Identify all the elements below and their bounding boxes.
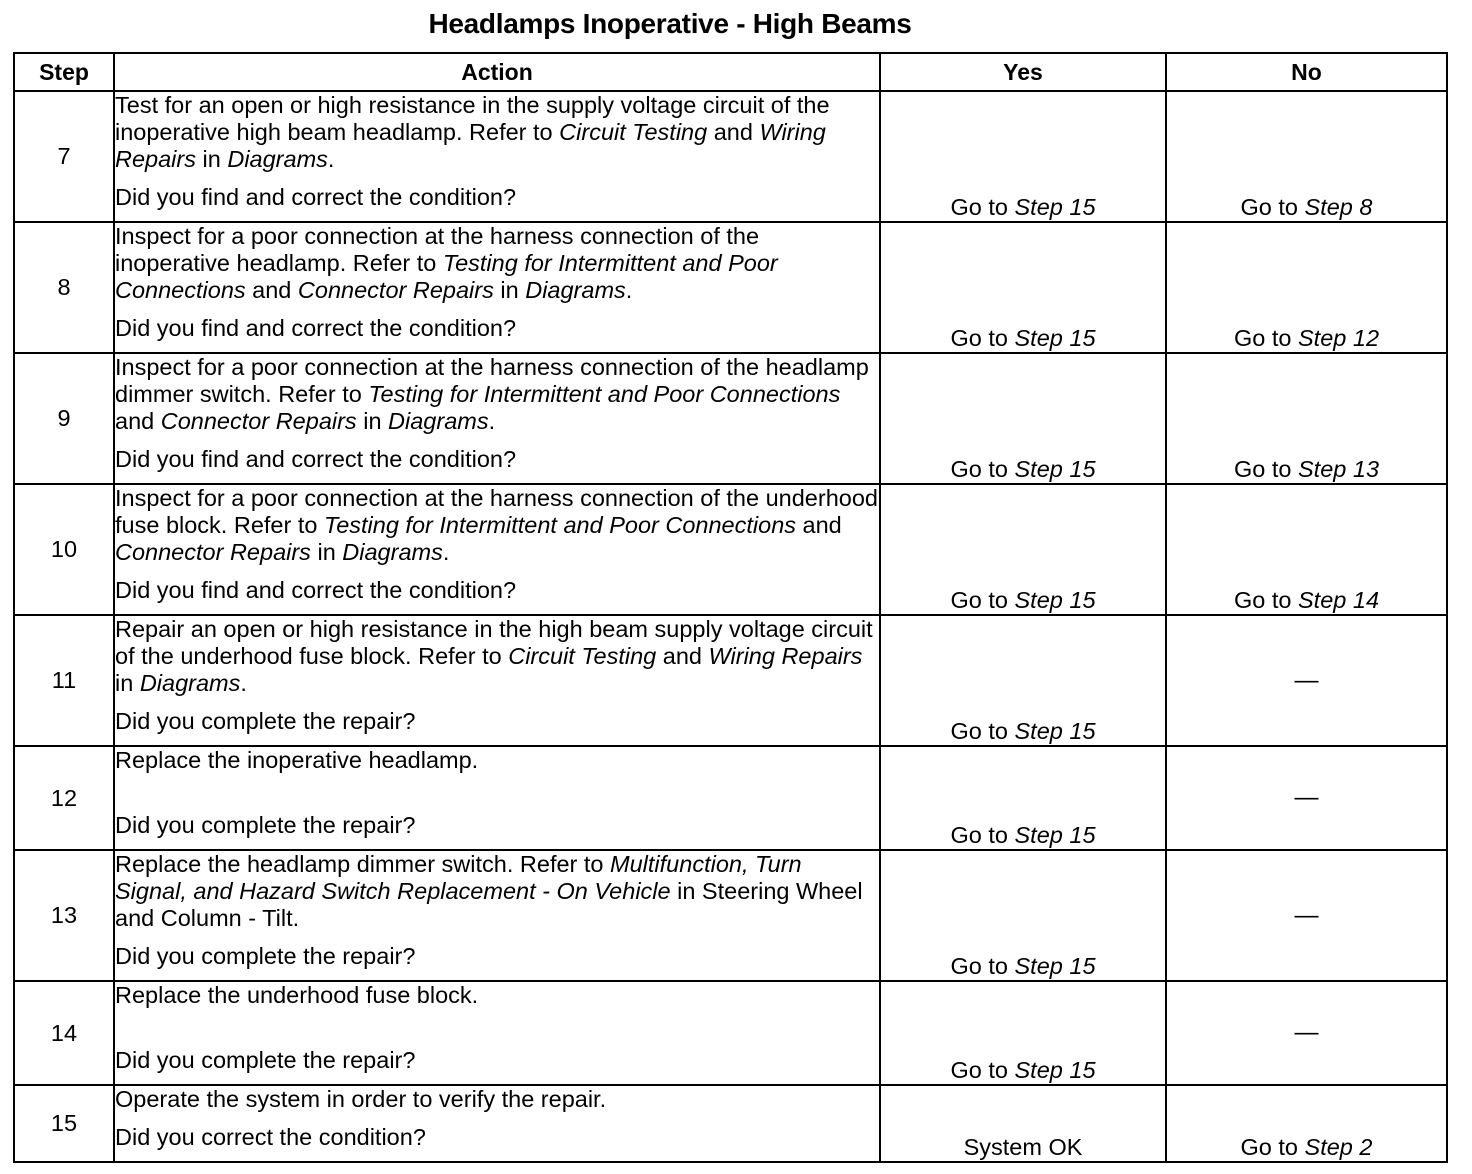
no-result-none (1166, 981, 1447, 1085)
reference-text: Connector Repairs (160, 408, 357, 434)
reference-text: Step 15 (1014, 718, 1096, 744)
text-segment: and (245, 277, 298, 303)
action-instruction (115, 851, 879, 932)
step-number: 14 (14, 981, 114, 1085)
yes-result (880, 353, 1166, 484)
text-segment: Replace the underhood fuse block. (115, 982, 479, 1008)
step-number: 11 (14, 615, 114, 746)
reference-text: Diagrams (139, 670, 241, 696)
action-question: Did you find and correct the condition? (115, 446, 517, 472)
step-number: 9 (14, 353, 114, 484)
column-header-yes: Yes (880, 53, 1166, 91)
text-segment: Go to (950, 953, 1015, 979)
action-cell (114, 615, 880, 746)
reference-text: Diagrams (525, 277, 626, 303)
text-segment: Replace the inoperative headlamp. (115, 747, 479, 773)
text-segment: . (240, 670, 247, 696)
reference-text: Multifunction, Turn Signal, and Hazard Switch Replacement - On Vehicle (115, 851, 802, 904)
text-segment: Go to (950, 587, 1015, 613)
text-segment: Go to (950, 1057, 1015, 1083)
text-segment: . (488, 408, 496, 434)
reference-text: Circuit Testing (508, 643, 657, 669)
text-segment: Go to (950, 194, 1015, 220)
action-instruction (115, 982, 879, 1009)
text-segment: Go to (950, 718, 1015, 744)
yes-result (880, 91, 1166, 222)
reference-text: Step 8 (1304, 194, 1373, 220)
page-title: Headlamps Inoperative - High Beams (428, 8, 912, 39)
reference-text: Wiring Repairs (115, 119, 826, 172)
action-cell (114, 850, 880, 981)
no-result (1166, 484, 1447, 615)
text-segment: — (1294, 901, 1319, 929)
step-number: 10 (14, 484, 114, 615)
action-cell (114, 981, 880, 1085)
action-question: Did you complete the repair? (115, 943, 416, 969)
reference-text: Step 12 (1298, 325, 1380, 351)
reference-text: Step 15 (1014, 194, 1096, 220)
text-segment: Inspect for a poor connection at the harness connection of the inoperative headlamp. Refer to (115, 223, 760, 276)
column-header-no: No (1166, 53, 1447, 91)
text-segment: in (493, 277, 526, 303)
action-question: Did you find and correct the condition? (115, 184, 517, 210)
reference-text: Step 14 (1298, 587, 1380, 613)
step-number: 7 (14, 91, 114, 222)
reference-text: Step 2 (1304, 1134, 1373, 1160)
text-segment: Inspect for a poor connection at the harness connection of the headlamp dimmer switch. Refer to (115, 354, 869, 407)
text-segment: and (656, 643, 709, 669)
text-segment: Repair an open or high resistance in the high beam supply voltage circuit of the underhood fuse block. Refer to (115, 616, 873, 669)
reference-text: Connector Repairs (297, 277, 494, 303)
yes-result (880, 850, 1166, 981)
text-segment: Go to (950, 822, 1015, 848)
reference-text: Step 15 (1014, 822, 1096, 848)
step-number: 15 (14, 1085, 114, 1162)
no-result-none (1166, 850, 1447, 981)
text-segment: Go to (1233, 325, 1298, 351)
step-number: 12 (14, 746, 114, 850)
no-result-none (1166, 615, 1447, 746)
text-segment: Go to (950, 325, 1015, 351)
reference-text: Testing for Intermittent and Poor Connections (115, 250, 778, 303)
text-segment: in Steering Wheel and Column - Tilt. (115, 878, 863, 931)
text-segment: . (625, 277, 633, 303)
step-number: 8 (14, 222, 114, 353)
action-instruction (115, 616, 879, 697)
table-row (14, 615, 1447, 746)
text-segment: in (195, 146, 228, 172)
table-row (14, 1085, 1447, 1162)
yes-result (880, 222, 1166, 353)
no-result-none (1166, 746, 1447, 850)
reference-text: Step 15 (1014, 325, 1096, 351)
reference-text: Step 15 (1014, 587, 1096, 613)
diagnostic-table (13, 52, 1448, 1163)
text-segment: in (356, 408, 389, 434)
action-instruction (115, 1086, 879, 1113)
text-segment: Go to (950, 456, 1015, 482)
action-instruction (115, 747, 879, 774)
reference-text: Testing for Intermittent and Poor Connections (368, 381, 841, 407)
table-row (14, 746, 1447, 850)
text-segment: in (115, 670, 140, 696)
action-question: Did you complete the repair? (115, 708, 416, 734)
no-result (1166, 222, 1447, 353)
action-question: Did you find and correct the condition? (115, 315, 517, 341)
text-segment: . (327, 146, 335, 172)
reference-text: Step 15 (1014, 953, 1096, 979)
text-segment: Go to (1233, 587, 1298, 613)
action-cell (114, 1085, 880, 1162)
action-question: Did you correct the condition? (115, 1124, 426, 1150)
action-cell (114, 746, 880, 850)
table-body (14, 91, 1447, 1162)
text-segment: Operate the system in order to verify the repair. (115, 1086, 607, 1112)
no-result (1166, 91, 1447, 222)
reference-text: Diagrams (388, 408, 489, 434)
action-cell (114, 222, 880, 353)
reference-text: Diagrams (227, 146, 328, 172)
action-instruction (115, 485, 879, 566)
action-instruction (115, 223, 879, 304)
reference-text: Step 15 (1014, 456, 1096, 482)
table-row (14, 850, 1447, 981)
text-segment: System OK (963, 1134, 1083, 1160)
table-row (14, 981, 1447, 1085)
action-question: Did you find and correct the condition? (115, 577, 517, 603)
table-row (14, 222, 1447, 353)
yes-result (880, 981, 1166, 1085)
yes-result (880, 615, 1166, 746)
text-segment: and (707, 119, 760, 145)
no-result (1166, 353, 1447, 484)
text-segment: Go to (1233, 456, 1298, 482)
text-segment: Replace the headlamp dimmer switch. Refer to (115, 851, 611, 877)
column-header-action: Action (114, 53, 880, 91)
table-row (14, 484, 1447, 615)
text-segment: in (310, 539, 343, 565)
table-row (14, 353, 1447, 484)
reference-text: Testing for Intermittent and Poor Connections (324, 512, 797, 538)
text-segment: Go to (1240, 194, 1305, 220)
text-segment: . (442, 539, 450, 565)
text-segment: Go to (1240, 1134, 1305, 1160)
table-header-row (14, 53, 1447, 91)
text-segment: Test for an open or high resistance in the supply voltage circuit of the inoperative high beam headlamp. Refer to (115, 92, 830, 145)
reference-text: Step 15 (1014, 1057, 1096, 1083)
action-instruction (115, 354, 879, 435)
text-segment: and (115, 408, 161, 434)
reference-text: Connector Repairs (115, 539, 311, 565)
action-question: Did you complete the repair? (115, 812, 416, 838)
column-header-step: Step (14, 53, 114, 91)
text-segment: — (1294, 784, 1319, 811)
text-segment: — (1294, 1019, 1319, 1046)
action-question: Did you complete the repair? (115, 1047, 416, 1073)
reference-text: Step 13 (1298, 456, 1380, 482)
action-instruction (115, 92, 879, 173)
text-segment: and (796, 512, 842, 538)
action-cell (114, 91, 880, 222)
action-cell (114, 484, 880, 615)
yes-result (880, 1085, 1166, 1162)
text-segment: — (1294, 666, 1319, 694)
reference-text: Wiring Repairs (708, 643, 863, 669)
yes-result (880, 484, 1166, 615)
table-row (14, 91, 1447, 222)
no-result (1166, 1085, 1447, 1162)
action-cell (114, 353, 880, 484)
yes-result (880, 746, 1166, 850)
step-number: 13 (14, 850, 114, 981)
reference-text: Circuit Testing (559, 119, 708, 145)
text-segment: Inspect for a poor connection at the harness connection of the underhood fuse block. Refer to (115, 485, 878, 538)
reference-text: Diagrams (342, 539, 443, 565)
